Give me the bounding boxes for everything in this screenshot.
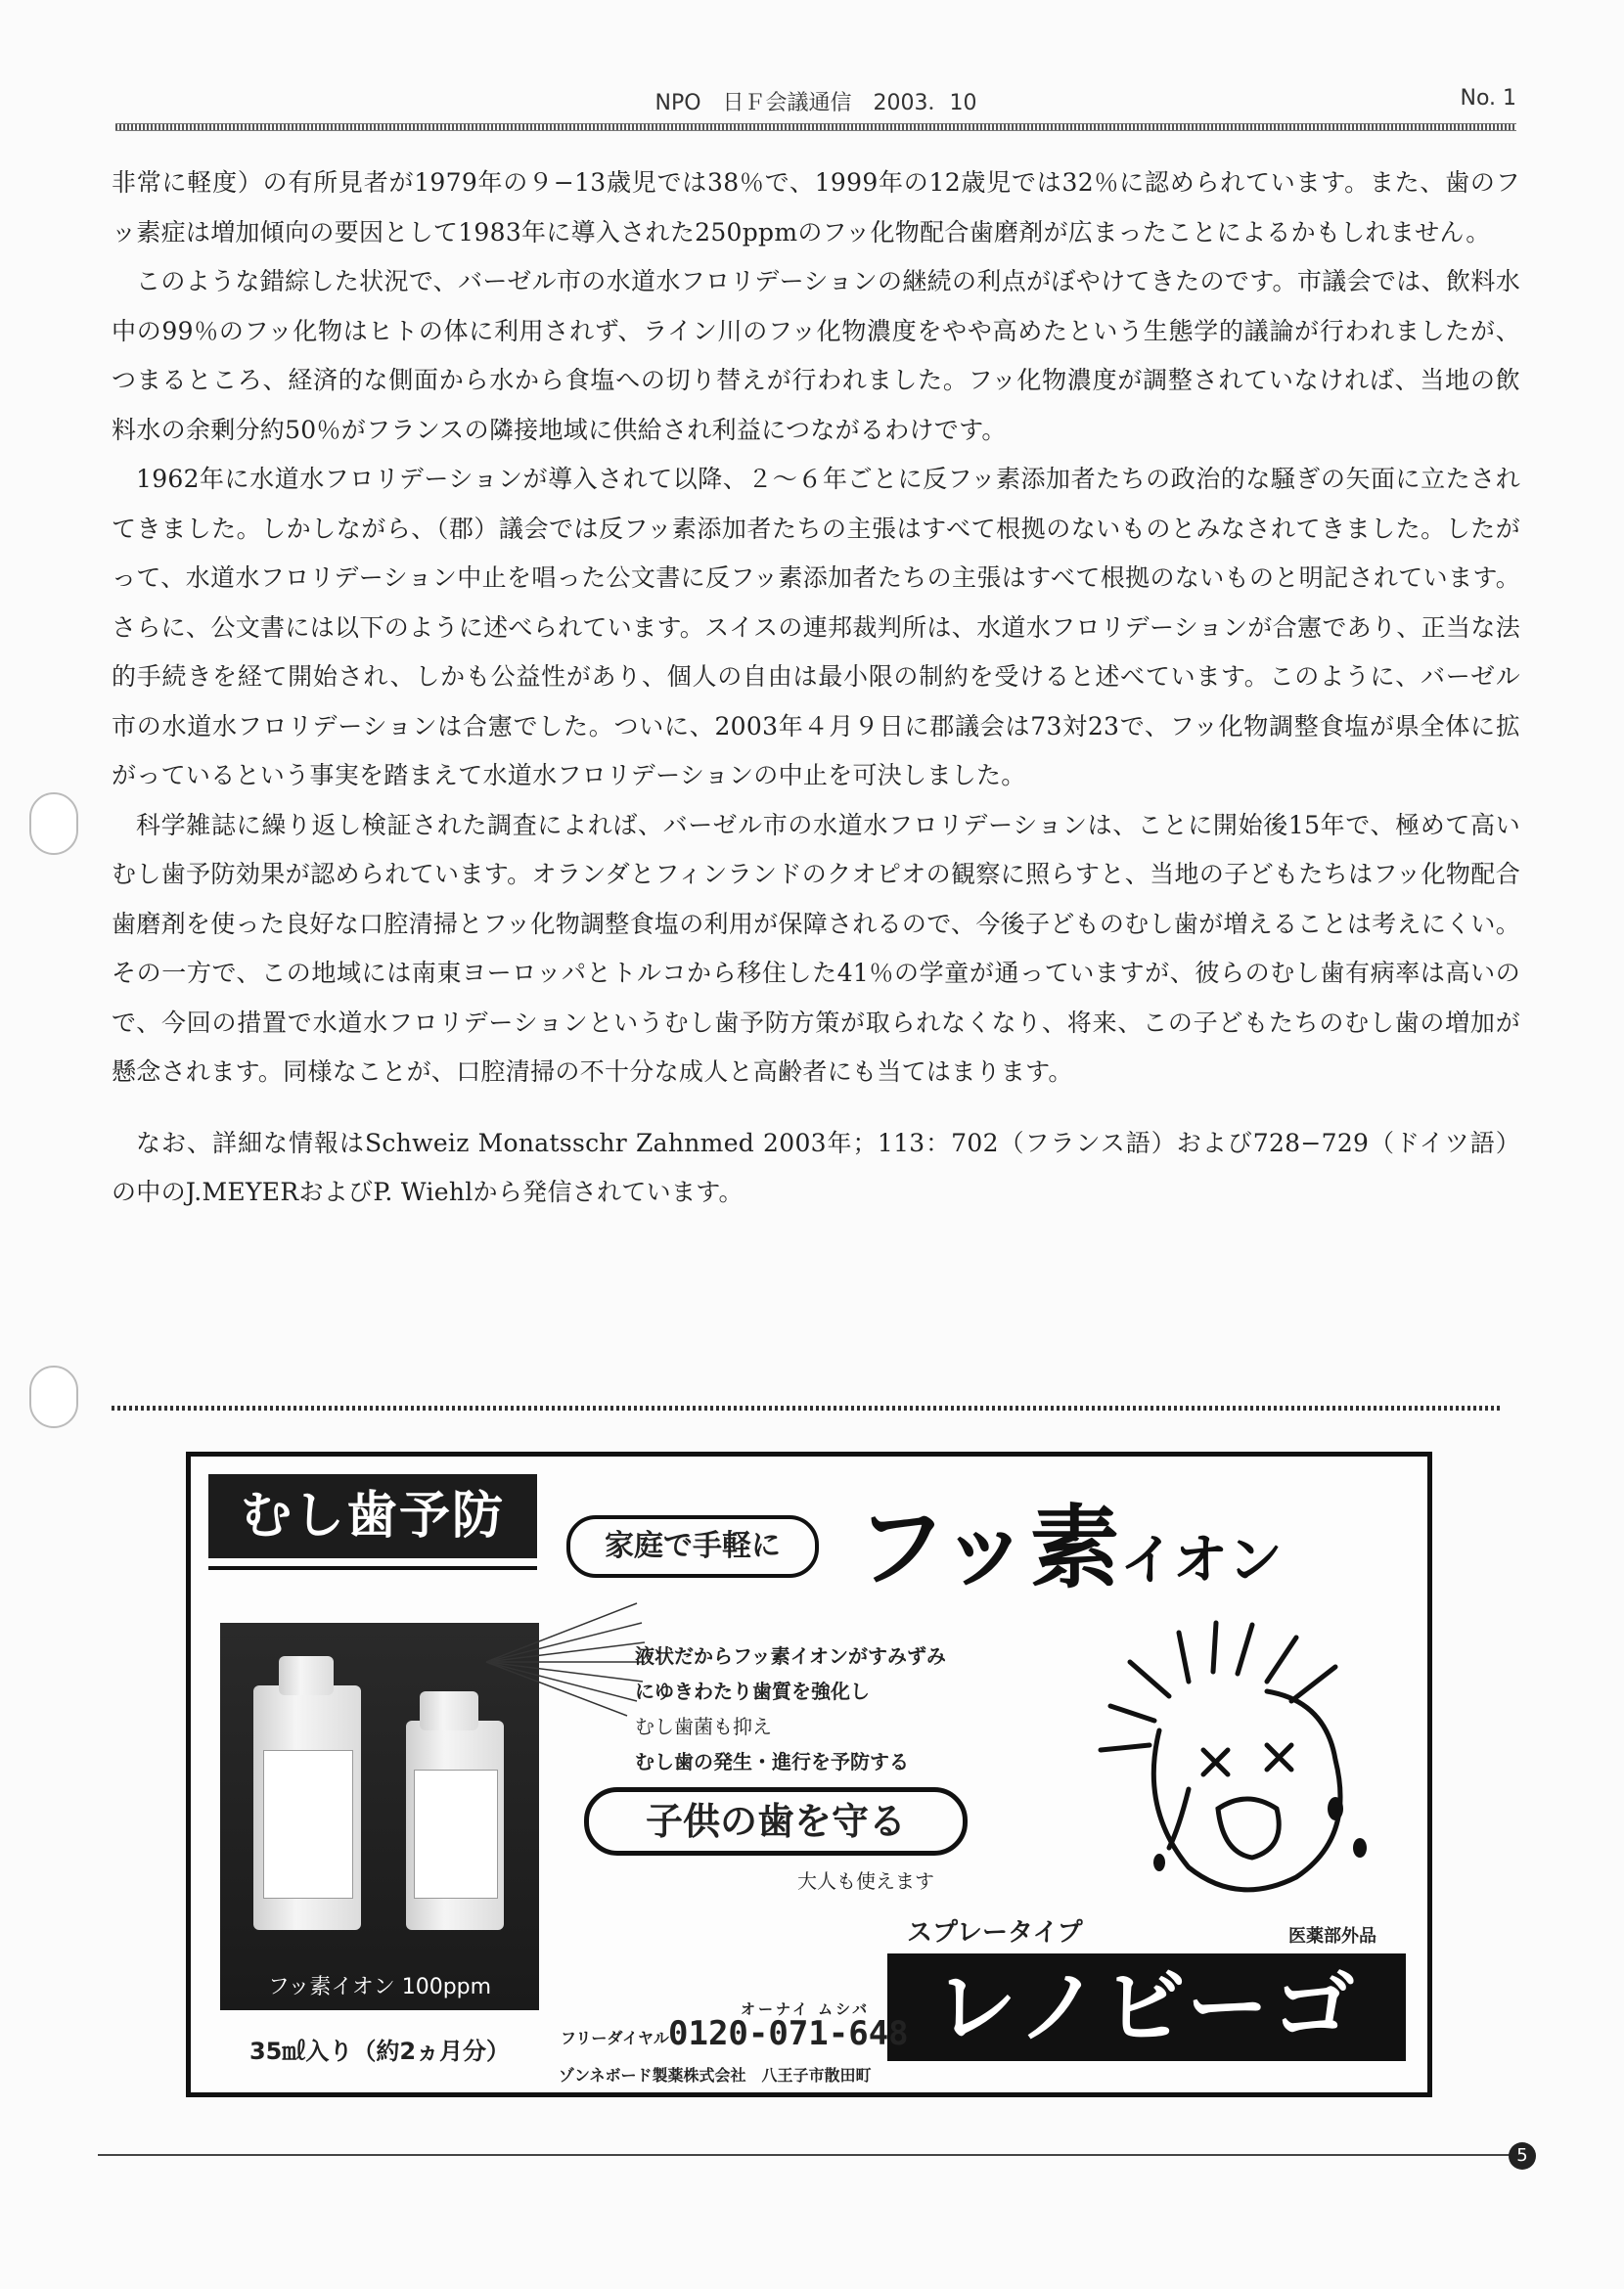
- desc-line: 液状だからフッ素イオンがすみずみ: [635, 1644, 946, 1668]
- ad-description: [635, 1638, 1007, 1779]
- punch-hole: [29, 792, 78, 855]
- punch-hole: [29, 1366, 78, 1428]
- article-body: [112, 158, 1520, 1218]
- paragraph: 科学雑誌に繰り返し検証された調査によれば、バーゼル市の水道水フロリデーションは、ことに開始後15年で、極めて高いむし歯予防効果が認められています。オランダとフィンランドのクオピオの観察に照らすと、当地の子どもたちはフッ化物配合歯磨剤を使った良好な口腔清掃とフッ化物調整食塩の利用が保障されるので、今後子どものむし歯が増えることは考えにくい。その一方で、この地域には南東ヨーロッパとトルコから移住した41％の学童が通っていますが、彼らのむし歯有病率は高いので、今回の措置で水道水フロリデーションというむし歯予防方策が取られなくなり、将来、この子どもたちのむし歯の増加が懸念されます。同様なことが、口腔清掃の不十分な成人と高齢者にも当てはまります。: [112, 810, 1520, 1086]
- desc-line: むし歯菌も抑え: [635, 1715, 772, 1738]
- volume-text: 35㎖入り（約2ヵ月分）: [248, 2038, 511, 2065]
- ad-title-underline: [208, 1566, 537, 1570]
- headline-main: フッ素: [856, 1496, 1120, 1600]
- photo-caption: フッ素イオン 100ppm: [267, 1975, 492, 1999]
- phone-number: 0120-071-648: [668, 2014, 909, 2053]
- phone-kana-reading: オーナイ ムシバ: [741, 2000, 871, 2018]
- desc-line: にゆきわたり歯質を強化し: [635, 1680, 870, 1703]
- ad-headline: [856, 1476, 1404, 1603]
- brand-logo: レノビーゴ: [887, 1953, 1406, 2061]
- headline-sub: イオン: [1119, 1529, 1283, 1593]
- paragraph: このような錯綜した状況で、バーゼル市の水道水フロリデーションの継続の利点がぼやけてきたのです。市議会では、飲料水中の99％のフッ化物はヒトの体に利用されず、ライン川のフッ化物濃度をやや高めたという生態学的議論が行われましたが、つまるところ、経済的な側面から水から食塩への切り替えが行われました。フッ化物濃度が調整されていなければ、当地の飲料水の余剰分約50％がフランスの隣接地域に供給され利益につながるわけです。: [112, 267, 1520, 444]
- footer-rule: [98, 2154, 1514, 2156]
- spray-cap-icon: [420, 1691, 478, 1730]
- home-pill: 家庭で手軽に: [566, 1515, 819, 1578]
- header-rule: [115, 123, 1516, 131]
- desc-line: むし歯の発生・進行を予防する: [635, 1750, 909, 1773]
- child-teeth-pill: 子供の歯を守る: [584, 1787, 968, 1856]
- spray-type-label: スプレータイプ: [907, 1918, 1083, 1948]
- issue-line: NPO 日Ｆ会議通信 2003．10: [654, 91, 977, 115]
- advertisement: [186, 1452, 1432, 2097]
- quasi-drug-label: 医薬部外品: [1288, 1926, 1376, 1947]
- source-note: なお、詳細な情報はSchweiz Monatsschr Zahnmed 2003年；113：702（フランス語）および728−729（ドイツ語）の中のJ.MEYERおよびP. Wiehlから発信されています。: [112, 1128, 1520, 1206]
- dotted-divider: [112, 1406, 1501, 1411]
- company-name: ゾンネボード製薬株式会社 八王子市散田町: [559, 2066, 872, 2085]
- bottle-label: [414, 1770, 498, 1899]
- page-header: [115, 84, 1516, 115]
- ad-title: むし歯予防: [208, 1474, 537, 1558]
- spray-burst-icon: [480, 1593, 647, 1721]
- paragraph: 非常に軽度）の有所見者が1979年の９−13歳児では38％で、1999年の12歳児では32％に認められています。また、歯のフッ素症は増加傾向の要因として1983年に導入された250ppmのフッ化物配合歯磨剤が広まったことによるかもしれません。: [112, 168, 1520, 247]
- page-number: 5: [1509, 2142, 1536, 2170]
- issue-number: No. 1: [1460, 86, 1516, 111]
- adult-text: 大人も使えます: [797, 1869, 934, 1893]
- paragraph: 1962年に水道水フロリデーションが導入されて以降、２〜６年ごとに反フッ素添加者たちの政治的な騒ぎの矢面に立たされてきました。しかしながら、（郡）議会では反フッ素添加者たちの主張はすべて根拠のないものとみなされてきました。したがって、水道水フロリデーション中止を唱った公文書に反フッ素添加者たちの主張はすべて根拠のないものと明記されています。さらに、公文書には以下のように述べられています。スイスの連邦裁判所は、水道水フロリデーションが合憲であり、正当な法的手続きを経て開始され、しかも公益性があり、個人の自由は最小限の制約を受けると述べています。このように、バーゼル市の水道水フロリデーションは合憲でした。ついに、2003年４月９日に郡議会は73対23で、フッ化物調整食塩が県全体に拡がっているという事実を踏まえて水道水フロリデーションの中止を可決しました。: [112, 465, 1520, 789]
- crying-face-icon: [1042, 1613, 1414, 1926]
- free-dial-label: フリーダイヤル: [561, 2029, 669, 2047]
- bottle-cap-icon: [279, 1656, 334, 1695]
- bottle-label: [263, 1750, 353, 1899]
